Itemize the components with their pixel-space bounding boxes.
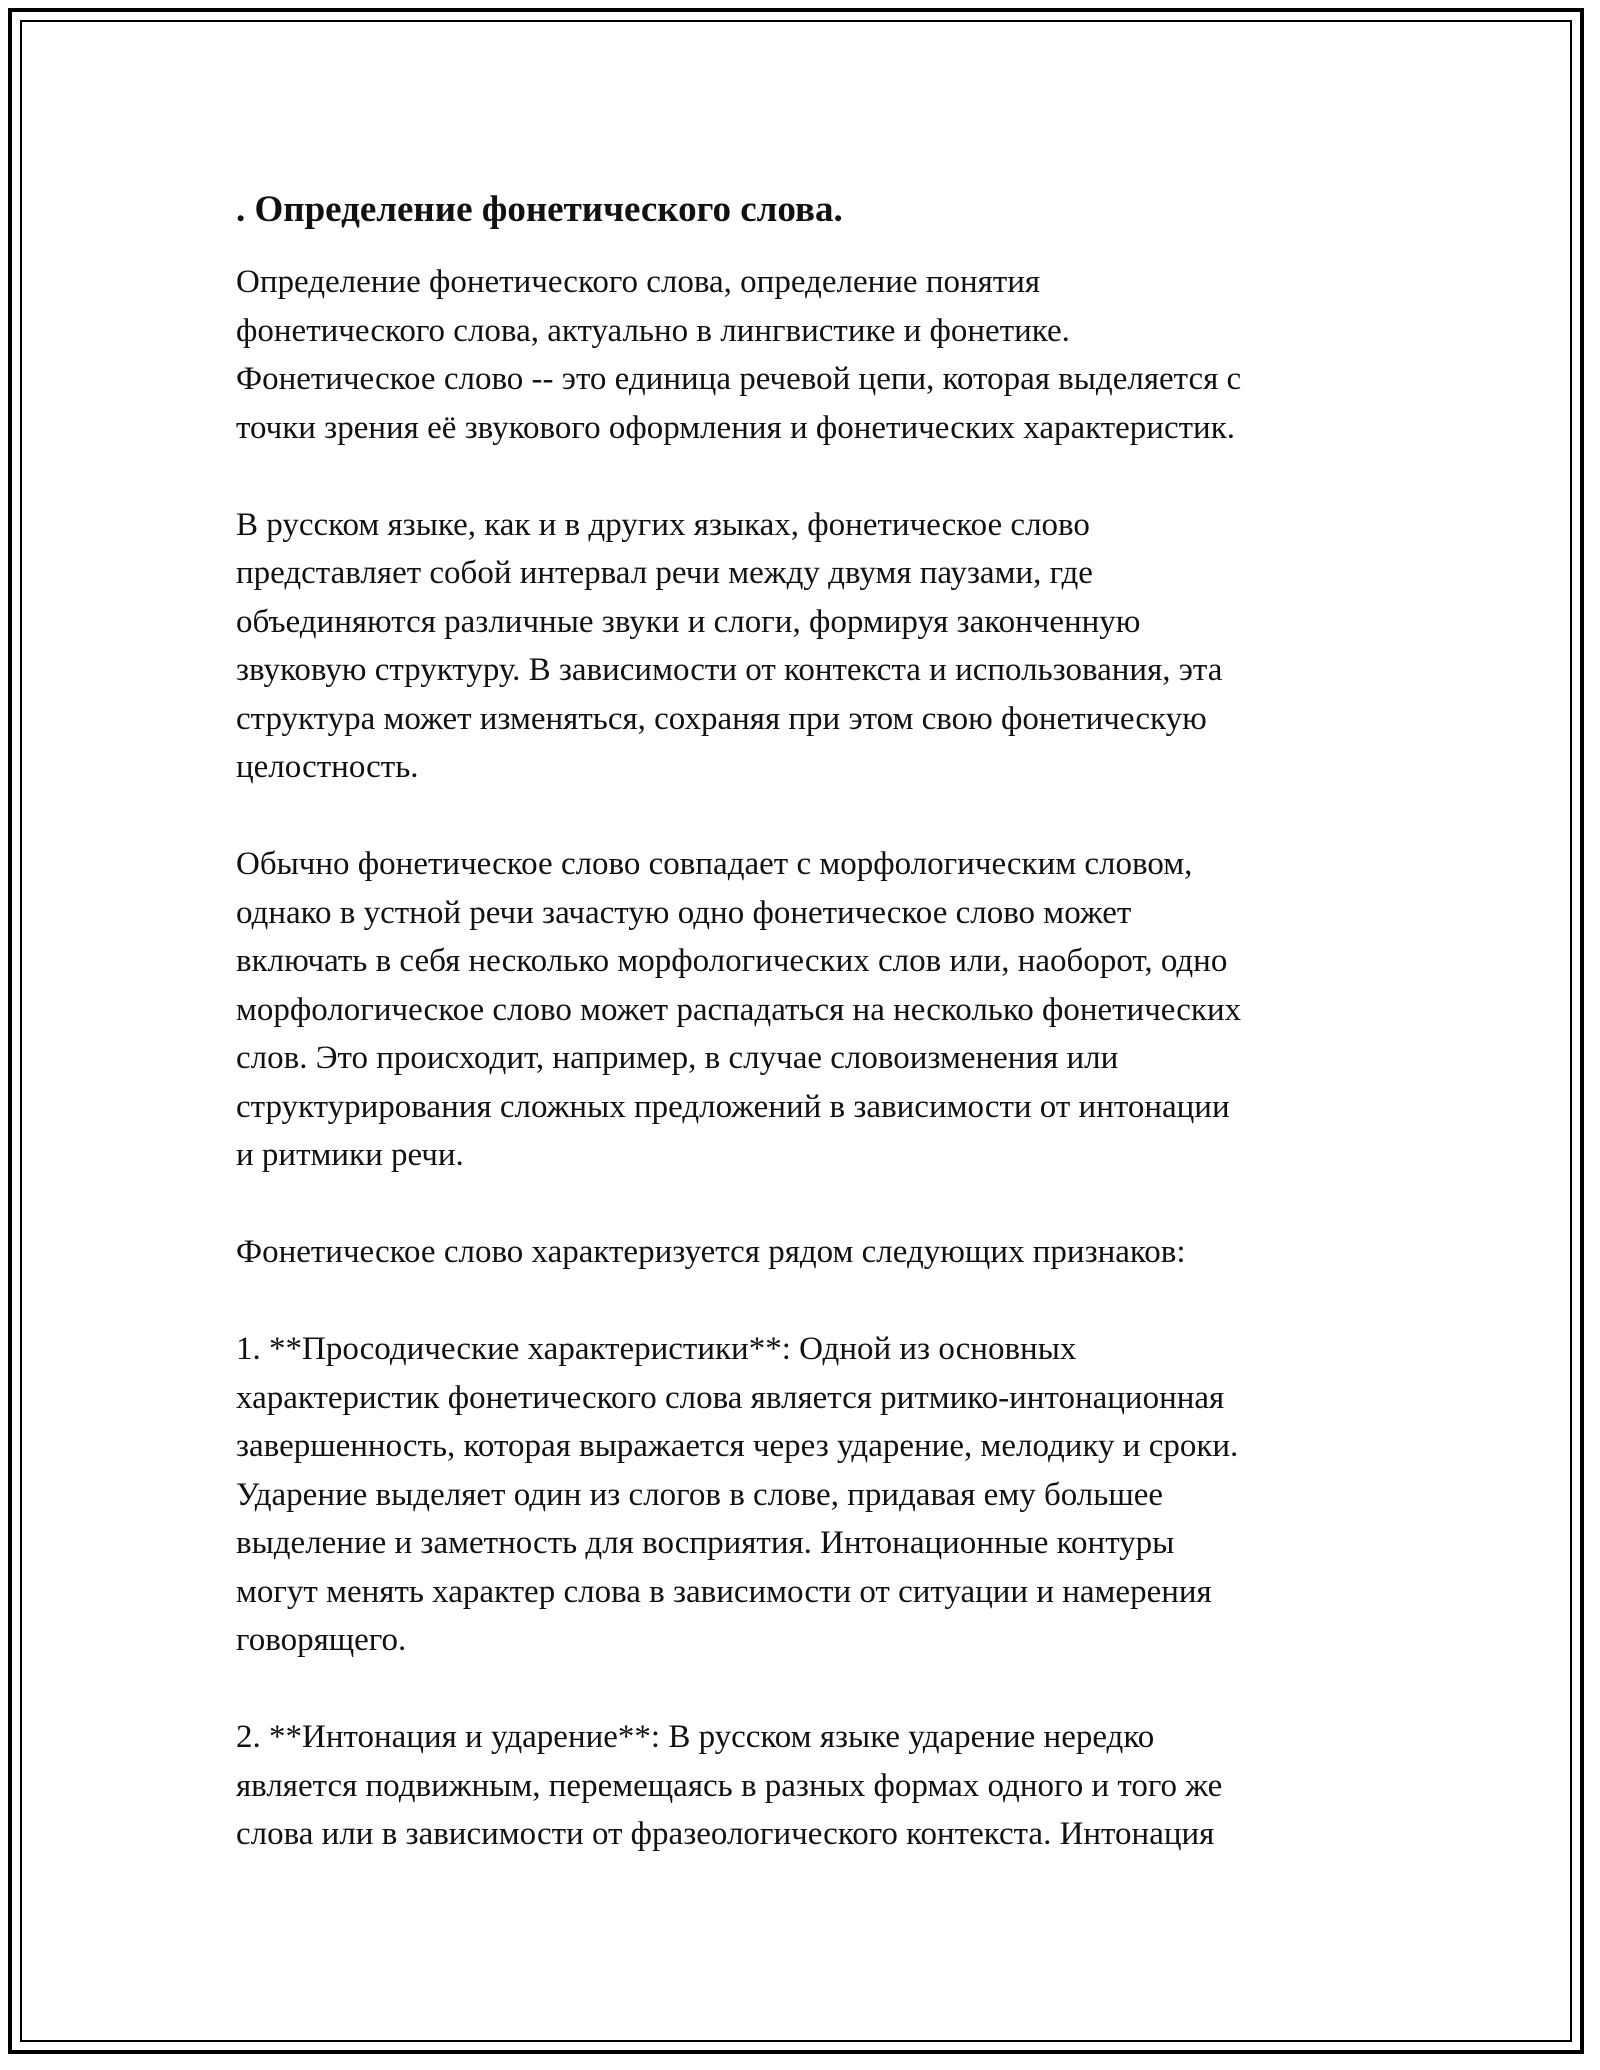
paragraph [236,258,1366,452]
text-line: Определение фонетического слова, определение понятия [236,264,1041,300]
text-line: Ударение выделяет один из слогов в слове, придавая ему большее [236,1476,1164,1513]
document-title: . Определение фонетического слова. [236,189,843,230]
text-line: структура может изменяться, сохраняя при этом свою фонетическую [236,700,1207,737]
paragraph [236,1228,1366,1277]
text-line: целостность. [236,749,419,785]
text-line: говорящего. [236,1622,407,1658]
paragraph [236,840,1366,1180]
text-line: представляет собой интервал речи между двумя паузами, где [236,555,1093,591]
text-line: включать в себя несколько морфологических слов или, наоборот, одно [236,943,1228,979]
document-page [236,186,1366,1907]
text-line: выделение и заметность для восприятия. Интонационные контуры [236,1525,1175,1561]
text-line: и ритмики речи. [236,1137,464,1173]
text-line: морфологическое слово может распадаться на несколько фонетических [236,991,1242,1028]
text-line: объединяются различные звуки и слоги, формируя законченную [236,603,1141,640]
text-line: Фонетическое слово -- это единица речевой цепи, которая выделяется с [236,361,1242,397]
text-line: слов. Это происходит, например, в случае словоизменения или [236,1040,1119,1076]
text-line: однако в устной речи зачастую одно фонетическое слово может [236,894,1132,931]
text-line: Фонетическое слово характеризуется рядом следующих признаков: [236,1234,1186,1270]
text-line: слова или в зависимости от фразеологического контекста. Интонация [236,1816,1215,1852]
text-line: 1. **Просодические характеристики**: Одной из основных [236,1331,1077,1367]
text-line: структурирования сложных предложений в зависимости от интонации [236,1088,1230,1125]
text-line: характеристик фонетического слова является ритмико-интонационная [236,1379,1225,1416]
paragraph [236,1325,1366,1665]
paragraph [236,1713,1366,1859]
text-line: могут менять характер слова в зависимости от ситуации и намерения [236,1573,1212,1610]
text-line: В русском языке, как и в других языках, фонетическое слово [236,506,1090,543]
paragraph [236,501,1366,792]
text-line: точки зрения её звукового оформления и фонетических характеристик. [236,409,1235,446]
text-line: завершенность, которая выражается через ударение, мелодику и сроки. [236,1428,1239,1464]
text-line: Обычно фонетическое слово совпадает с морфологическим словом, [236,846,1193,882]
text-line: звуковую структуру. В зависимости от контекста и использования, эта [236,652,1223,688]
text-line: 2. **Интонация и ударение**: В русском языке ударение нередко [236,1719,1155,1755]
text-line: фонетического слова, актуально в лингвистике и фонетике. [236,312,1070,349]
document-body [236,258,1366,1859]
text-line: является подвижным, перемещаясь в разных формах одного и того же [236,1767,1223,1804]
